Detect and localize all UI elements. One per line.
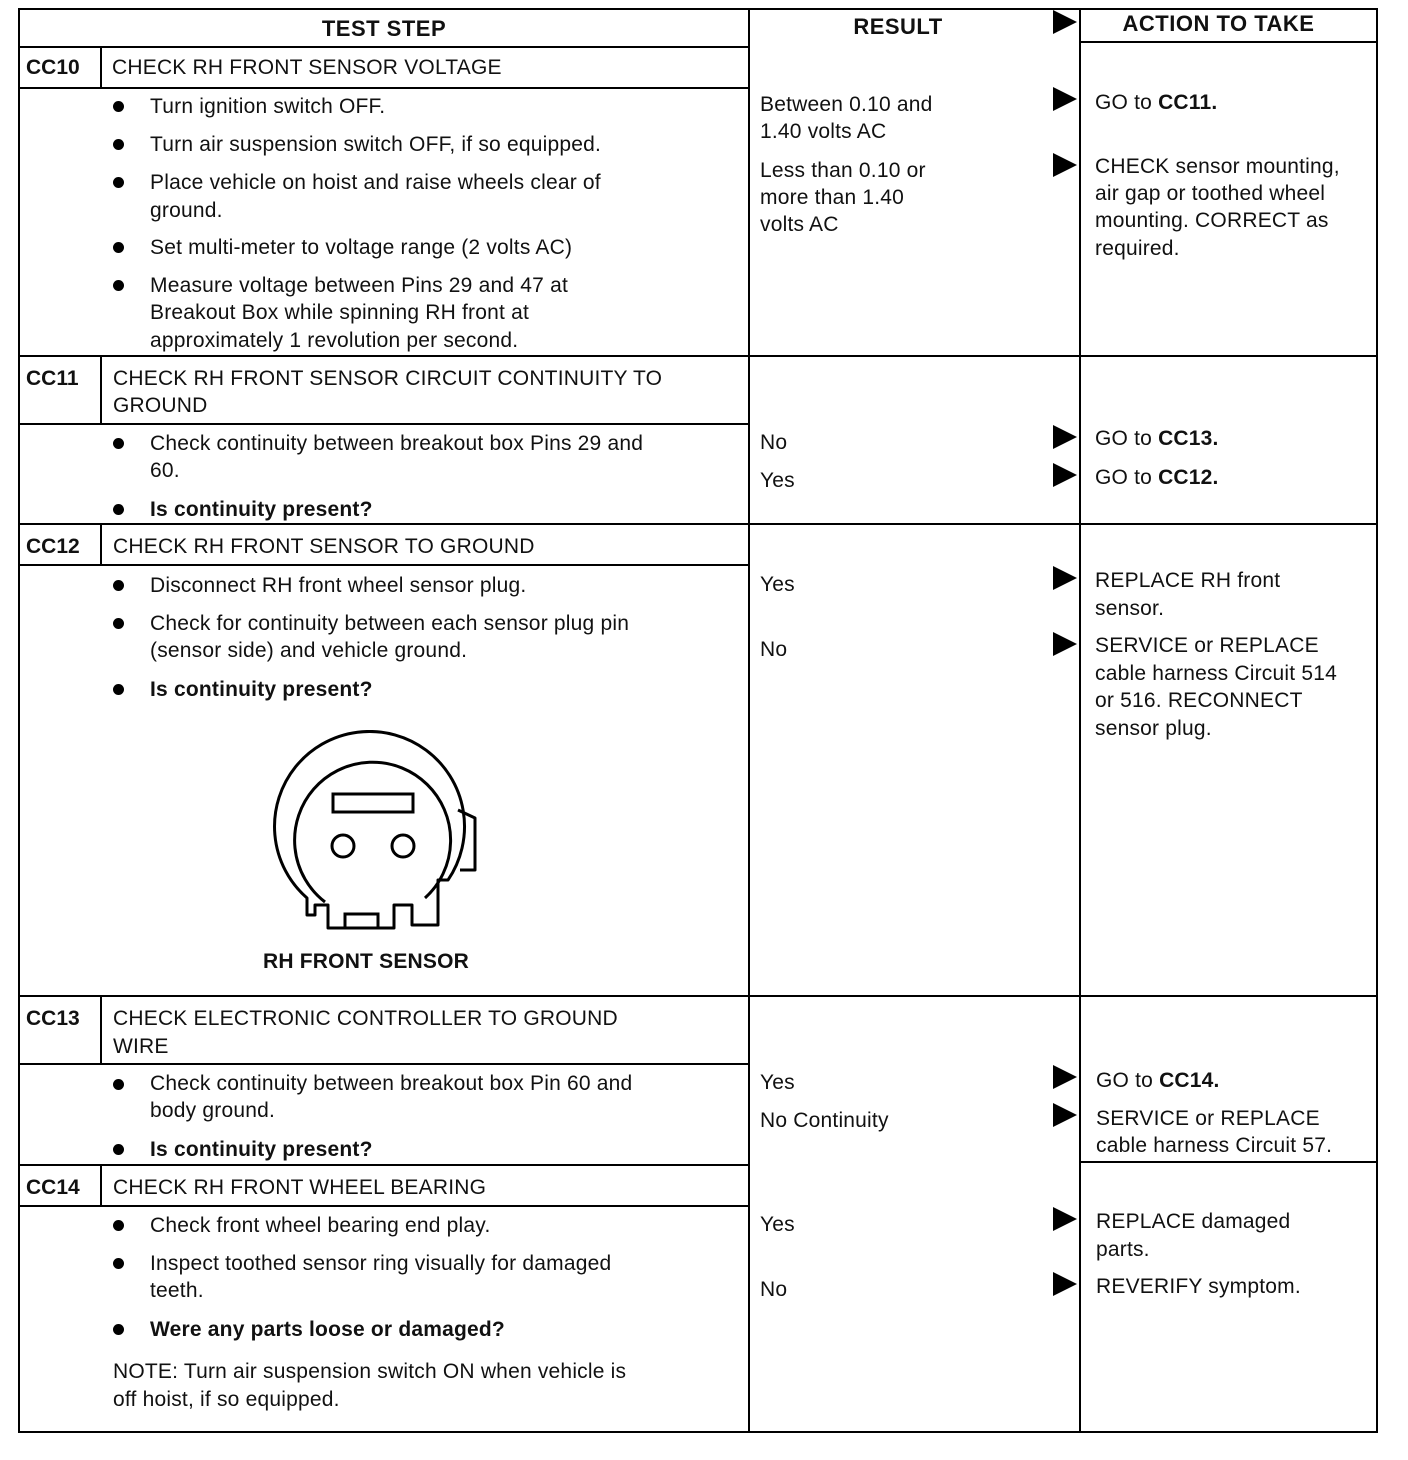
cc12-step-title: CHECK RH FRONT SENSOR TO GROUND — [113, 535, 535, 558]
frame-bottom — [18, 1431, 1378, 1433]
cc10-result-1a: Between 0.10 and — [760, 93, 933, 116]
bullet-icon — [113, 280, 124, 291]
cc10-result-1b: 1.40 volts AC — [760, 120, 887, 143]
cc13-bullet-1b: body ground. — [150, 1099, 275, 1122]
cc13-bullet-1a: Check continuity between breakout box Pin 60 and — [150, 1072, 633, 1095]
cc14-step-id: CC14 — [26, 1176, 80, 1199]
cc11-bullet-1a: Check continuity between breakout box Pins 29 and — [150, 432, 644, 455]
bullet-icon — [113, 101, 124, 112]
cc11-result-2: Yes — [760, 469, 795, 492]
cc13-action-1: GO to CC14. — [1096, 1069, 1220, 1092]
cc11-id-divider — [100, 357, 102, 424]
cc13-result-1: Yes — [760, 1071, 795, 1094]
cc12-bullet-2a: Check for continuity between each sensor plug pin — [150, 612, 630, 635]
frame-right — [1376, 8, 1378, 1433]
cc13-step-title-b: WIRE — [113, 1035, 169, 1058]
cc12-step-id: CC12 — [26, 535, 80, 558]
bullet-icon — [113, 177, 124, 188]
header-arrow-icon — [1053, 10, 1077, 34]
cc10-step-id: CC10 — [26, 56, 80, 79]
result-arrow-icon — [1053, 153, 1077, 177]
cc11-step-id: CC11 — [26, 367, 79, 390]
cc14-action-2: REVERIFY symptom. — [1096, 1275, 1301, 1298]
cc12-bullet-2b: (sensor side) and vehicle ground. — [150, 639, 468, 662]
bullet-icon — [113, 1324, 124, 1335]
result-arrow-icon — [1053, 87, 1077, 111]
cc12-action-2b: cable harness Circuit 514 — [1095, 662, 1337, 685]
cc13-result-2: No Continuity — [760, 1109, 889, 1132]
cc10-result-2a: Less than 0.10 or — [760, 159, 926, 182]
col-divider-result — [748, 8, 750, 1433]
bullet-icon — [113, 139, 124, 150]
sensor-inner-ring — [295, 762, 451, 902]
cc10-step-title: CHECK RH FRONT SENSOR VOLTAGE — [112, 56, 502, 79]
cc14-bullet-3: Were any parts loose or damaged? — [150, 1318, 505, 1341]
cc14-result-1: Yes — [760, 1213, 795, 1236]
header-bottom — [18, 46, 750, 48]
cc14-note-a: NOTE: Turn air suspension switch ON when vehicle is — [113, 1360, 627, 1383]
bullet-icon — [113, 438, 124, 449]
cc10-bullet-4: Set multi-meter to voltage range (2 volts AC) — [150, 236, 573, 259]
cc11-bullet-1b: 60. — [150, 459, 180, 482]
cc14-result-2: No — [760, 1278, 788, 1301]
rh-front-sensor-diagram — [270, 730, 490, 935]
result-arrow-icon — [1053, 463, 1077, 487]
cc10-result-2c: volts AC — [760, 213, 839, 236]
cc12-id-divider — [100, 525, 102, 565]
bullet-icon — [113, 1144, 124, 1155]
cc13-row-bottom — [18, 1164, 750, 1166]
cc11-bullet-2: Is continuity present? — [150, 498, 373, 521]
bullet-icon — [113, 580, 124, 591]
header-test-step: TEST STEP — [321, 16, 447, 41]
cc14-step-title: CHECK RH FRONT WHEEL BEARING — [113, 1176, 487, 1199]
result-arrow-icon — [1053, 632, 1077, 656]
cc13-id-divider — [100, 997, 102, 1064]
cc10-bullet-5b: Breakout Box while spinning RH front at — [150, 301, 529, 324]
cc12-action-2c: or 516. RECONNECT — [1095, 689, 1303, 712]
cc12-bullet-1: Disconnect RH front wheel sensor plug. — [150, 574, 527, 597]
bullet-icon — [113, 242, 124, 253]
cc12-row-bottom — [18, 995, 1378, 997]
cc10-bullet-2: Turn air suspension switch OFF, if so equipped. — [150, 133, 601, 156]
cc14-action-1b: parts. — [1096, 1238, 1150, 1261]
cc11-result-1: No — [760, 431, 788, 454]
cc14-bullet-1: Check front wheel bearing end play. — [150, 1214, 491, 1237]
cc11-action-2: GO to CC12. — [1095, 466, 1219, 489]
cc10-row-bottom — [18, 355, 1378, 357]
result-arrow-icon — [1053, 1103, 1077, 1127]
cc11-action-1: GO to CC13. — [1095, 427, 1219, 450]
sensor-pin-right — [392, 835, 414, 857]
cc14-bullet-2b: teeth. — [150, 1279, 204, 1302]
cc13-step-title-a: CHECK ELECTRONIC CONTROLLER TO GROUND — [113, 1007, 618, 1030]
cc12-bullet-3: Is continuity present? — [150, 678, 373, 701]
cc10-bullet-3a: Place vehicle on hoist and raise wheels clear of — [150, 171, 601, 194]
result-arrow-icon — [1053, 566, 1077, 590]
cc13-bullet-2: Is continuity present? — [150, 1138, 373, 1161]
cc10-action-2c: mounting. CORRECT as — [1095, 209, 1329, 232]
sensor-pin-left — [332, 835, 354, 857]
result-arrow-icon — [1053, 425, 1077, 449]
cc10-action-2a: CHECK sensor mounting, — [1095, 155, 1340, 178]
cc12-result-1: Yes — [760, 573, 795, 596]
col-divider-action — [1079, 8, 1081, 1433]
cc13-action-2a: SERVICE or REPLACE — [1096, 1107, 1320, 1130]
result-arrow-icon — [1053, 1207, 1077, 1231]
cc12-action-1b: sensor. — [1095, 597, 1165, 620]
cc10-result-2b: more than 1.40 — [760, 186, 905, 209]
bullet-icon — [113, 1079, 124, 1090]
cc10-action-1: GO to CC11. — [1095, 91, 1218, 114]
cc10-bullet-5a: Measure voltage between Pins 29 and 47 at — [150, 274, 568, 297]
frame-top — [18, 8, 1378, 10]
bullet-icon — [113, 1258, 124, 1269]
header-bottom-action — [1079, 41, 1378, 43]
cc14-note-b: off hoist, if so equipped. — [113, 1388, 340, 1411]
cc14-title-bottom — [18, 1205, 750, 1207]
cc14-action-1a: REPLACE damaged — [1096, 1210, 1291, 1233]
cc10-id-divider — [100, 48, 102, 88]
cc10-action-2b: air gap or toothed wheel — [1095, 182, 1326, 205]
sensor-notch — [345, 914, 378, 928]
cc13-title-bottom — [18, 1063, 750, 1065]
result-arrow-icon — [1053, 1065, 1077, 1089]
cc10-action-2d: required. — [1095, 237, 1180, 260]
cc12-action-1a: REPLACE RH front — [1095, 569, 1281, 592]
cc13-step-id: CC13 — [26, 1007, 80, 1030]
cc14-bullet-2a: Inspect toothed sensor ring visually for damaged — [150, 1252, 612, 1275]
cc10-title-bottom — [18, 87, 750, 89]
cc12-action-2d: sensor plug. — [1095, 717, 1212, 740]
sensor-key-slot — [333, 794, 413, 812]
cc10-bullet-5c: approximately 1 revolution per second. — [150, 329, 519, 352]
cc12-result-2: No — [760, 638, 788, 661]
cc10-bullet-3b: ground. — [150, 199, 223, 222]
sensor-tab — [458, 810, 475, 870]
cc11-step-title-b: GROUND — [113, 394, 208, 417]
bullet-icon — [113, 504, 124, 515]
frame-left — [18, 8, 20, 1433]
cc12-diagram-label: RH FRONT SENSOR — [263, 950, 470, 973]
cc10-bullet-1: Turn ignition switch OFF. — [150, 95, 386, 118]
result-arrow-icon — [1053, 1272, 1077, 1296]
cc11-title-bottom — [18, 423, 750, 425]
cc13-row-bottom-action — [1079, 1161, 1378, 1163]
bullet-icon — [113, 1220, 124, 1231]
header-result: RESULT — [853, 14, 943, 39]
bullet-icon — [113, 618, 124, 629]
cc13-action-2b: cable harness Circuit 57. — [1096, 1134, 1333, 1157]
cc14-id-divider — [100, 1166, 102, 1206]
bullet-icon — [113, 684, 124, 695]
cc11-step-title-a: CHECK RH FRONT SENSOR CIRCUIT CONTINUITY TO — [113, 367, 663, 390]
header-action: ACTION TO TAKE — [1122, 11, 1315, 36]
cc12-action-2a: SERVICE or REPLACE — [1095, 634, 1319, 657]
cc12-title-bottom — [18, 564, 750, 566]
